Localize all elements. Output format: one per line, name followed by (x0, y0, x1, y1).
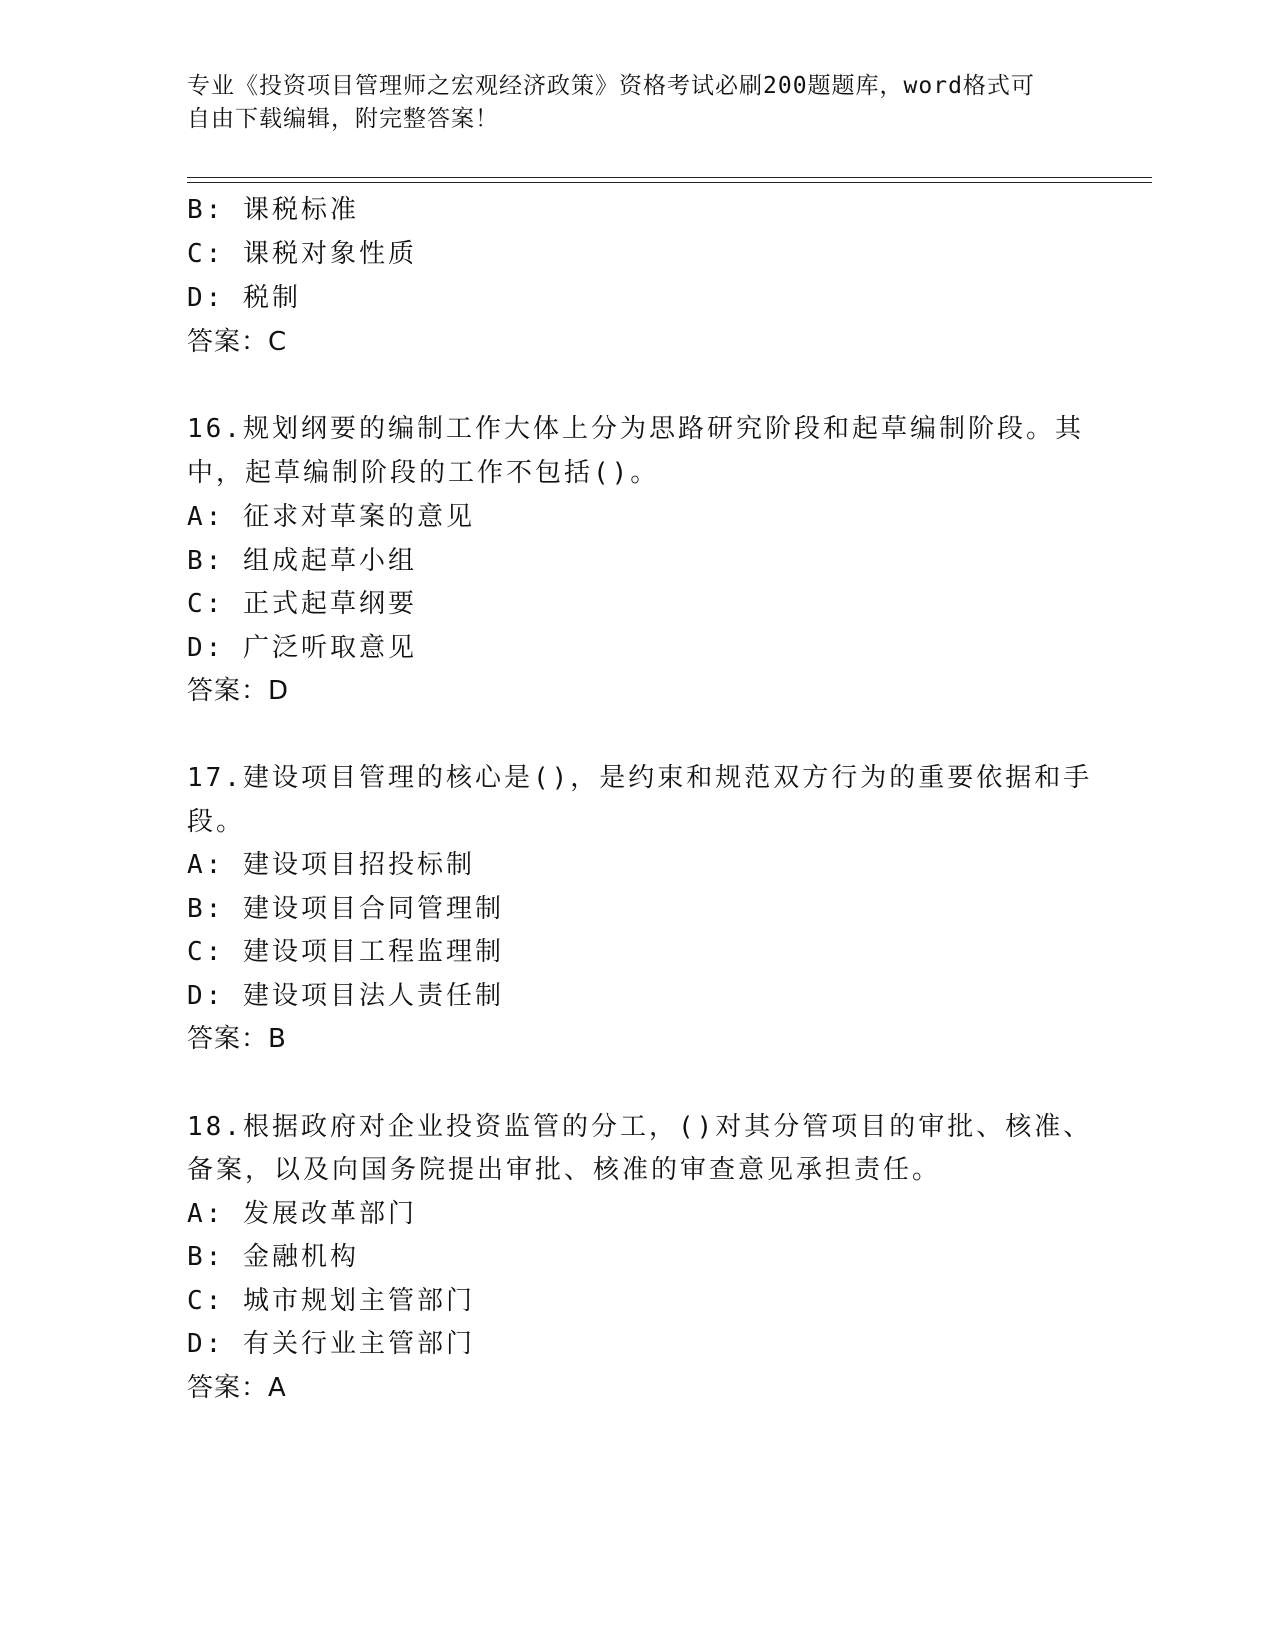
option-d: D: 有关行业主管部门 (187, 1329, 475, 1359)
answer: 答案：B (187, 1024, 287, 1054)
option-d: D: 建设项目法人责任制 (187, 981, 504, 1011)
option-a: A: 发展改革部门 (187, 1199, 417, 1229)
option-b: B: 金融机构 (187, 1242, 359, 1272)
header-rule-top (187, 177, 1152, 178)
option-c: C: 正式起草纲要 (187, 589, 417, 619)
option-b: B: 建设项目合同管理制 (187, 894, 504, 924)
option-c: C: 建设项目工程监理制 (187, 937, 504, 967)
header-line-1: 专业《投资项目管理师之宏观经济政策》资格考试必刷200题题库，word格式可 (187, 73, 1035, 99)
option-a: A: 征求对草案的意见 (187, 502, 475, 532)
question-stem: 18.根据政府对企业投资监管的分工，()对其分管项目的审批、核准、 (187, 1112, 1093, 1142)
question-stem: 16.规划纲要的编制工作大体上分为思路研究阶段和起草编制阶段。其 (187, 414, 1084, 444)
question-stem: 段。 (187, 807, 246, 837)
answer: 答案：A (187, 1373, 287, 1403)
document-header (187, 70, 1067, 136)
header-rule-bottom (187, 182, 1152, 183)
option-c: C: 城市规划主管部门 (187, 1286, 475, 1316)
option-c: C: 课税对象性质 (187, 239, 417, 269)
option-b: B: 组成起草小组 (187, 546, 417, 576)
question-stem: 中，起草编制阶段的工作不包括()。 (187, 458, 660, 488)
header-line-2: 自由下载编辑，附完整答案！ (187, 106, 499, 132)
answer: 答案：D (187, 676, 290, 706)
option-d: D: 广泛听取意见 (187, 633, 417, 663)
option-d: D: 税制 (187, 283, 301, 313)
option-a: A: 建设项目招投标制 (187, 850, 475, 880)
question-stem: 备案，以及向国务院提出审批、核准的审查意见承担责任。 (187, 1155, 942, 1185)
option-b: B: 课税标准 (187, 195, 359, 225)
question-stem: 17.建设项目管理的核心是()，是约束和规范双方行为的重要依据和手 (187, 763, 1093, 793)
answer: 答案：C (187, 327, 288, 357)
